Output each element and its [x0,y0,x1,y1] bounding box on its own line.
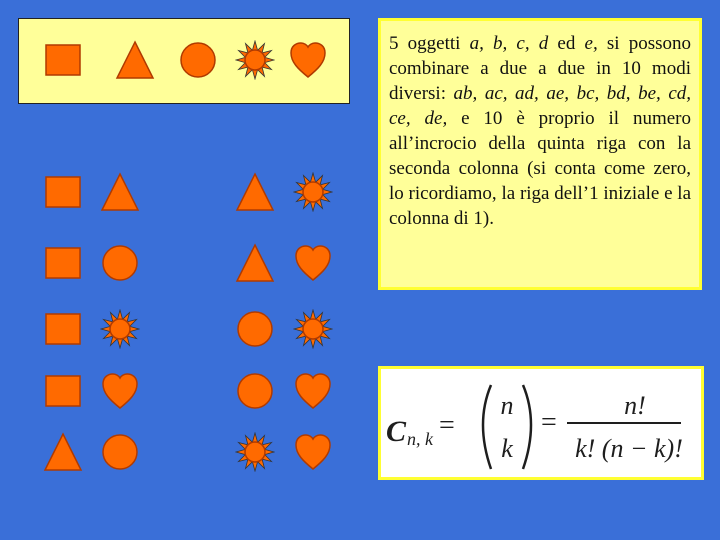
heart-icon [288,40,328,80]
heart-icon [100,371,140,411]
frac-numerator: n! [624,391,646,420]
formula-equals-1: = [439,410,455,441]
description-segment: ed [548,33,585,54]
square-icon [43,243,83,283]
heart-icon [293,371,333,411]
heart-icon [293,243,333,283]
binom-top: n [500,391,514,420]
circle-icon [235,309,275,349]
circle-icon [100,432,140,472]
triangle-icon [100,172,140,212]
formula-equals-2: = [541,407,557,438]
triangle-icon [115,40,155,80]
sun-icon [100,309,140,349]
formula-subscript: n, k [407,429,433,449]
triangle-icon [235,243,275,283]
frac-denominator: k! (n − k)! [575,434,683,463]
description-italic-segment: a, b, c, d [469,33,549,54]
binom-bottom: k [501,434,513,463]
formula-box [378,366,704,480]
triangle-icon [235,172,275,212]
circle-icon [178,40,218,80]
square-icon [43,371,83,411]
sun-icon [235,432,275,472]
left-paren [483,385,491,469]
square-icon [43,309,83,349]
description-italic-segment: e, [584,33,598,54]
description-segment: si possono combinare a due a due in 10 modi diversi: [389,33,691,104]
sun-icon [235,40,275,80]
heart-icon [293,432,333,472]
description-text [389,31,691,231]
right-paren [523,385,531,469]
sun-icon [293,172,333,212]
formula-c-symbol: C [386,415,407,448]
square-icon [43,172,83,212]
triangle-icon [43,432,83,472]
description-box [378,18,702,290]
circle-icon [100,243,140,283]
circle-icon [235,371,275,411]
square-icon [43,40,83,80]
sun-icon [293,309,333,349]
description-italic-segment: ab, ac, ad, ae, bc, bd, be, cd, ce, de, [389,83,691,129]
description-segment: 5 oggetti [389,33,470,54]
description-segment: e 10 è proprio il numero all’incrocio della quinta riga con la seconda colonna (si conta come zero, lo ricordiamo, la riga dell’1 iniziale e la colonna di 1). [389,108,691,229]
combination-formula [381,369,701,477]
